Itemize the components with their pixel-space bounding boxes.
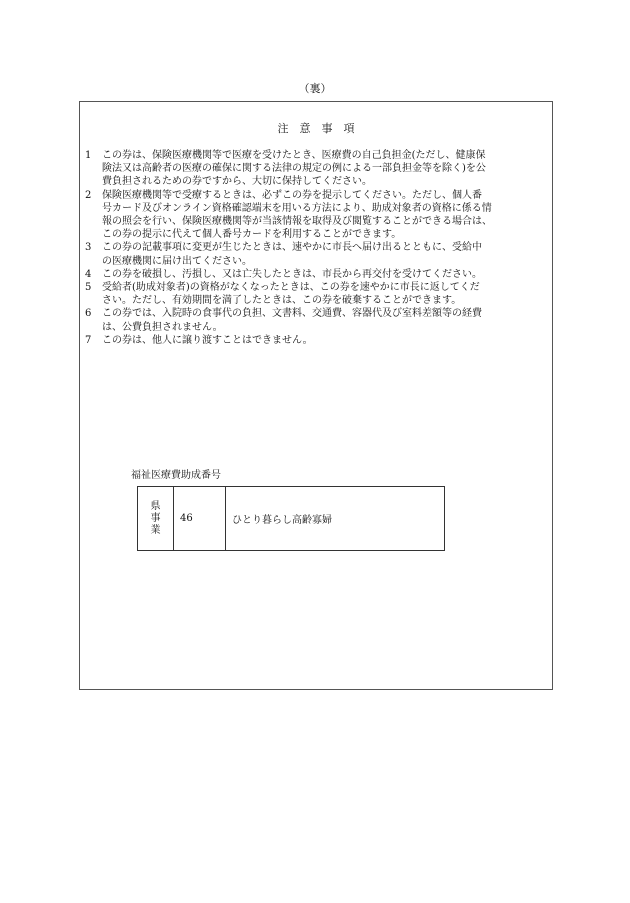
notice-number: 7	[85, 334, 92, 346]
notice-number: 6	[85, 308, 92, 320]
page-side-label: （裏）	[298, 82, 332, 95]
program-type-cell	[138, 487, 174, 551]
notice-text: この券は、他人に譲り渡すことはできません。	[102, 334, 313, 346]
notice-text: 受給者(助成対象者)の資格がなくなったときは、この券を速やかに市長に返してくだ さい。ただし、有効期間を満了したときは、この券を破棄することができます。	[102, 282, 480, 307]
notice-text: この券を破損し、汚損し、又は亡失したときは、市長から再交付を受けてください。	[102, 268, 482, 280]
notice-number: 4	[85, 268, 92, 280]
subsidy-number-caption: 福祉医療費助成番号	[131, 470, 221, 481]
notice-item	[85, 334, 555, 347]
program-code-cell: 46	[174, 487, 226, 551]
subsidy-number-table	[137, 486, 445, 551]
notice-number: 5	[85, 282, 92, 294]
notice-item	[85, 307, 555, 333]
notice-number: 1	[85, 150, 92, 161]
notice-item	[85, 268, 555, 281]
notice-item	[85, 149, 555, 189]
notice-text: この券は、保険医療機関等で医療を受けたとき、医療費の自己負担金(ただし、健康保 険法又は高齢者の医療の確保に関する法律の規定の例による一部負担金等を除く)を公 費負担されるための券ですから、大切に保持してください。	[102, 150, 486, 188]
table-row	[138, 487, 445, 551]
notice-heading: 注意事項	[277, 122, 366, 135]
notice-text: 保険医療機関等で受療するときは、必ずこの券を提示してください。ただし、個人番 号カード及びオンライン資格確認端末を用いる方法により、助成対象者の資格に係る情 報の照会を行い、保険医療機関等が当該情報を取得及び閲覧することができる場合は、 この券の提示に代えて個人番号カードを利用することができます。	[102, 189, 492, 241]
notice-item	[85, 241, 555, 267]
program-type-label: 県事業	[150, 500, 161, 536]
notice-frame	[79, 101, 553, 690]
notice-list	[85, 149, 555, 347]
program-name-cell: ひとり暮らし高齢寡婦	[226, 487, 445, 551]
notice-number: 2	[85, 189, 92, 201]
notice-text: この券では、入院時の食事代の負担、文書料、交通費、容器代及び室料差額等の経費 は、公費負担されません。	[102, 308, 482, 333]
notice-item	[85, 189, 555, 242]
notice-text: この券の記載事項に変更が生じたときは、速やかに市長へ届け出るとともに、受給中 の医療機関に届け出てください。	[102, 242, 482, 267]
notice-item	[85, 281, 555, 307]
notice-number: 3	[85, 242, 92, 254]
